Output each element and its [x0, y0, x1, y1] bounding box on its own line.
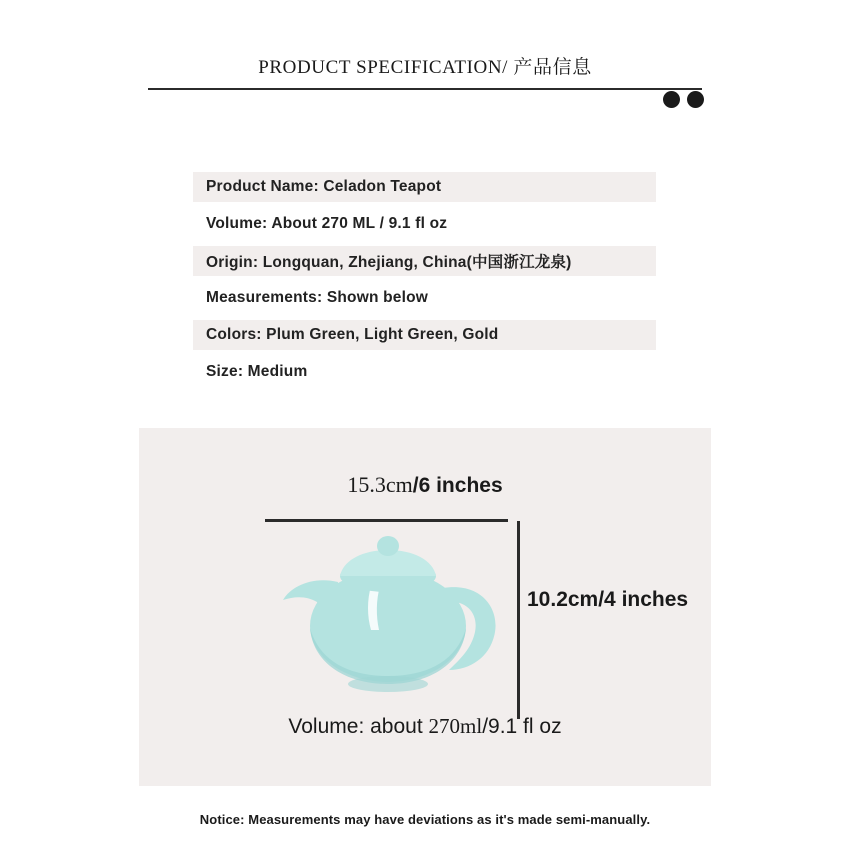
list-item: Volume: About 270 ML / 9.1 fl oz — [206, 215, 448, 232]
notice-text: Notice: Measurements may have deviations as it's made semi-manually. — [199, 812, 651, 827]
measurement-panel — [139, 428, 711, 786]
header-dots — [663, 91, 704, 108]
list-item: Colors: Plum Green, Light Green, Gold — [193, 320, 656, 350]
volume-value: 270ml — [428, 714, 483, 738]
volume-label — [139, 714, 711, 739]
spec-list — [193, 172, 656, 394]
list-item: Product Name: Celadon Teapot — [193, 172, 656, 202]
height-dimension-label: 10.2cm/4 inches — [527, 588, 689, 611]
volume-suffix: /9.1 fl oz — [482, 715, 562, 738]
list-item: Size: Medium — [206, 363, 308, 380]
header — [0, 52, 850, 79]
list-item: Origin: Longquan, Zhejiang, China(中国浙江龙泉) — [193, 246, 656, 276]
list-item: Measurements: Shown below — [206, 289, 429, 306]
dot-icon — [663, 91, 680, 108]
volume-prefix: Volume: about — [288, 715, 429, 738]
header-divider — [148, 88, 702, 90]
teapot-illustration — [243, 524, 523, 724]
width-dimension-line — [265, 519, 508, 522]
dot-icon — [687, 91, 704, 108]
width-dimension-label — [139, 472, 711, 498]
width-value-inches: /6 inches — [412, 474, 503, 497]
width-value-serif: 15.3cm — [347, 472, 413, 497]
page-title: PRODUCT SPECIFICATION/ 产品信息 — [258, 57, 592, 78]
